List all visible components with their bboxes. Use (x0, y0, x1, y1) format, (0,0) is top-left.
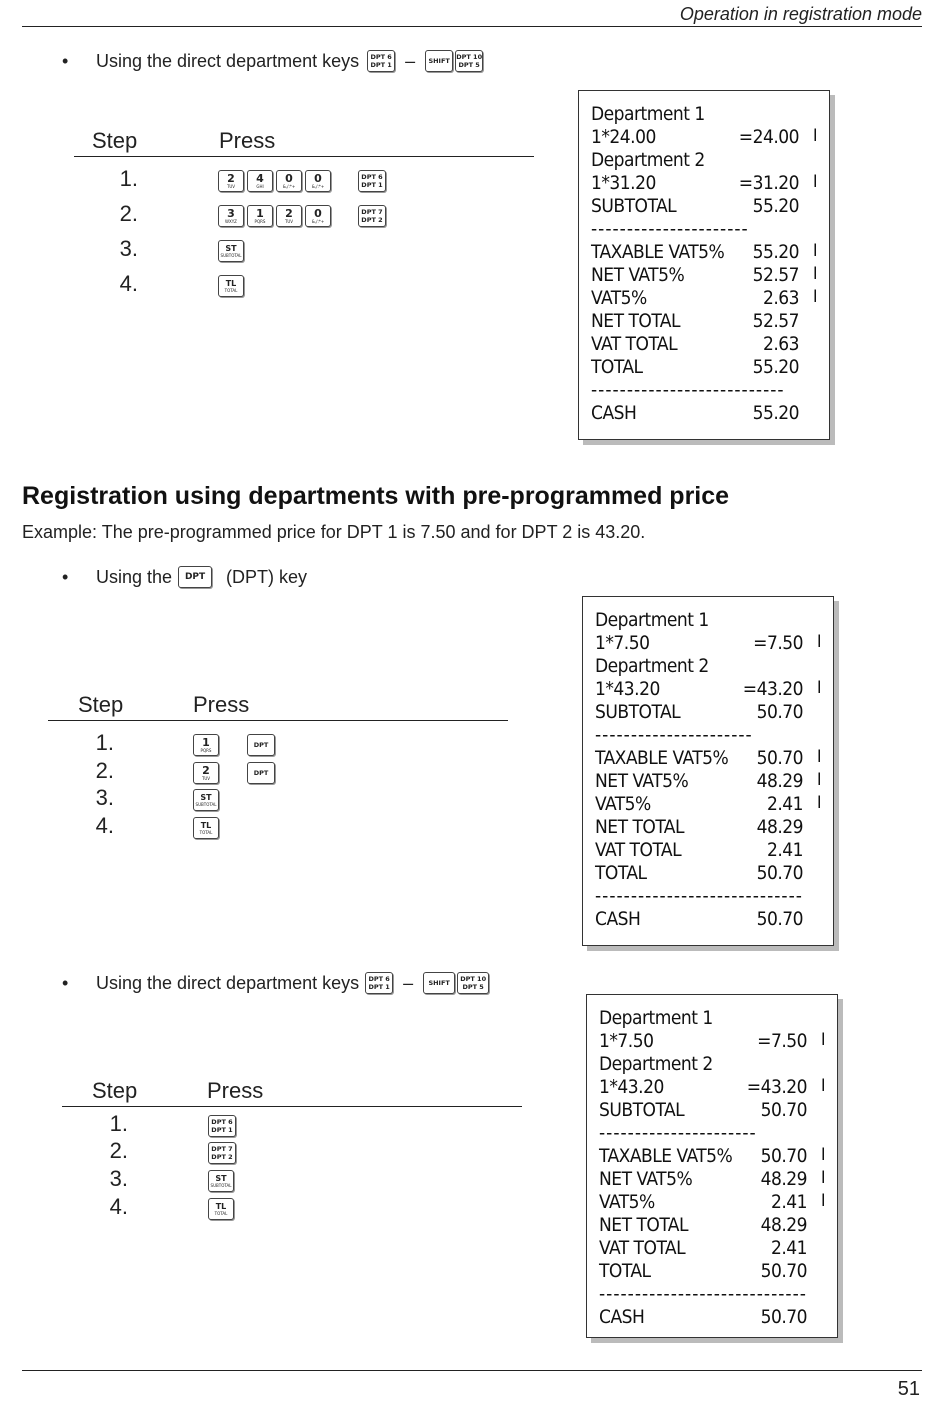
step-3-keys (218, 240, 244, 262)
range-dash: – (403, 972, 414, 993)
receipt-line-label: Department 2 (595, 655, 709, 677)
receipt-line-label: ---------------------- (591, 218, 749, 240)
receipt-line-label: VAT5% (599, 1191, 655, 1213)
receipt-line (595, 655, 821, 678)
key-dpt10-dpt5: DPT 10 DPT 5 (455, 50, 483, 72)
receipt-tax-flag: I (820, 1030, 825, 1050)
receipt-line (595, 632, 821, 655)
receipt-line (595, 862, 821, 885)
key-shift: SHIFT (423, 972, 455, 994)
example3-step-table (62, 1078, 522, 1107)
receipt-line-label: Department 1 (591, 103, 705, 125)
bullet-text: Using the direct department keys (96, 972, 360, 993)
receipt-line-label: VAT TOTAL (591, 333, 678, 355)
receipt-line (599, 1283, 825, 1306)
receipt-line (591, 379, 817, 402)
receipt-line-label: CASH (599, 1306, 645, 1328)
receipt-line-amount: 50.70 (760, 1099, 807, 1121)
receipt-line-label: ----------------------------- (599, 1283, 807, 1305)
receipt-line-label: NET TOTAL (591, 310, 681, 332)
receipt-line-amount: 2.41 (770, 1191, 807, 1213)
receipt-line-label: TAXABLE VAT5% (595, 747, 729, 769)
receipt-line-label: VAT5% (595, 793, 651, 815)
receipt-line-label: CASH (595, 908, 641, 930)
receipt-example-3 (586, 994, 838, 1338)
key-2: 2 TUV (218, 170, 244, 192)
step-number: 2. (95, 758, 114, 783)
bullet-icon: • (62, 972, 69, 993)
bullet-text: Using the direct department keys (96, 50, 360, 71)
press-header: Press (219, 128, 276, 153)
key-dpt: DPT (247, 734, 275, 756)
receipt-tax-flag: I (820, 1076, 825, 1096)
receipt-line-label: TOTAL (599, 1260, 651, 1282)
receipt-line (591, 287, 817, 310)
receipt-line-label: VAT TOTAL (595, 839, 682, 861)
key-shift: SHIFT (425, 50, 453, 72)
receipt-line-amount: 50.70 (756, 908, 803, 930)
receipt-line (595, 747, 821, 770)
receipt-line (591, 356, 817, 379)
receipt-line (591, 172, 817, 195)
receipt-line (595, 609, 821, 632)
step-number: 3. (95, 785, 114, 810)
receipt-line (595, 885, 821, 908)
step-number: 3. (109, 1166, 128, 1191)
receipt-line (591, 310, 817, 333)
step-number: 4. (109, 1194, 128, 1219)
receipt-line (595, 724, 821, 747)
table-rule (62, 1106, 522, 1107)
press-header: Press (207, 1078, 264, 1103)
key-2: 2 TUV (193, 762, 219, 784)
receipt-line (591, 218, 817, 241)
receipt-line-label: ---------------------- (599, 1122, 757, 1144)
receipt-line-label: Department 1 (595, 609, 709, 631)
receipt-line-label: SUBTOTAL (595, 701, 681, 723)
receipt-line (599, 1145, 825, 1168)
receipt-line-label: Department 2 (599, 1053, 713, 1075)
step-1-keys (193, 734, 275, 756)
receipt-line-amount: =43.20 (742, 678, 803, 700)
receipt-line (595, 770, 821, 793)
receipt-line-amount: 50.70 (760, 1306, 807, 1328)
receipt-tax-flag: I (816, 632, 821, 652)
receipt-line (595, 839, 821, 862)
receipt-tax-flag: I (812, 287, 817, 307)
receipt-line-amount: 55.20 (752, 241, 799, 263)
receipt-line (599, 1237, 825, 1260)
key-2: 2 TUV (276, 205, 302, 227)
bullet-icon: • (62, 566, 69, 587)
step-number: 4. (119, 271, 138, 296)
key-1: 1 PQRS (247, 205, 273, 227)
key-0: 0 &,/:*+ (305, 170, 331, 192)
receipt-line (599, 1030, 825, 1053)
receipt-line-label: VAT5% (591, 287, 647, 309)
receipt-line-label: CASH (591, 402, 637, 424)
receipt-line-label: Department 2 (591, 149, 705, 171)
receipt-line-label: ---------------------- (595, 724, 753, 746)
receipt-line-label: NET TOTAL (595, 816, 685, 838)
receipt-line (599, 1007, 825, 1030)
range-dash: – (405, 50, 416, 71)
receipt-tax-flag: I (816, 770, 821, 790)
key-4: 4 GHI (247, 170, 273, 192)
receipt-line-amount: 2.63 (762, 287, 799, 309)
receipt-line-label: Department 1 (599, 1007, 713, 1029)
receipt-line-label: SUBTOTAL (599, 1099, 685, 1121)
receipt-line (599, 1122, 825, 1145)
step-number: 1. (95, 730, 114, 755)
receipt-line-amount: =24.00 (738, 126, 799, 148)
key-subtotal: ST SUBTOTAL (193, 789, 219, 811)
receipt-tax-flag: I (816, 747, 821, 767)
receipt-line (595, 793, 821, 816)
receipt-line-label: 1*7.50 (599, 1030, 654, 1052)
receipt-line-amount: =7.50 (753, 632, 803, 654)
key-dpt6-dpt1: DPT 6 DPT 1 (358, 170, 386, 192)
receipt-line-label: VAT TOTAL (599, 1237, 686, 1259)
receipt-line-amount: 52.57 (752, 310, 799, 332)
receipt-line-amount: 55.20 (752, 356, 799, 378)
receipt-tax-flag: I (812, 172, 817, 192)
table-rule (48, 720, 508, 721)
receipt-example-2 (582, 596, 834, 946)
receipt-line-amount: 50.70 (760, 1260, 807, 1282)
receipt-line-amount: 50.70 (760, 1145, 807, 1167)
page-header-title: Operation in registration mode (679, 4, 922, 24)
key-dpt6-dpt1: DPT 6 DPT 1 (365, 972, 393, 994)
receipt-line-label: 1*24.00 (591, 126, 656, 148)
step-2-keys (218, 205, 386, 227)
receipt-line (591, 402, 817, 425)
step-3-keys (193, 789, 219, 811)
example2-bullet (22, 566, 307, 588)
receipt-line-amount: 50.70 (756, 862, 803, 884)
press-header: Press (193, 692, 250, 717)
receipt-tax-flag: I (820, 1191, 825, 1211)
receipt-example-1 (578, 90, 830, 440)
receipt-line-amount: 2.63 (762, 333, 799, 355)
key-0: 0 &,/:*+ (305, 205, 331, 227)
receipt-line-amount: =7.50 (757, 1030, 807, 1052)
receipt-line (599, 1076, 825, 1099)
receipt-line-amount: 50.70 (756, 701, 803, 723)
example2-step-table (48, 692, 508, 721)
key-dpt6-dpt1: DPT 6 DPT 1 (208, 1115, 236, 1137)
key-dpt10-dpt5: DPT 10 DPT 5 (457, 972, 489, 994)
step-header: Step (78, 692, 124, 717)
receipt-tax-flag: I (820, 1145, 825, 1165)
footer-divider (22, 1370, 922, 1371)
step-number: 4. (95, 813, 114, 838)
receipt-line (595, 701, 821, 724)
receipt-line (599, 1260, 825, 1283)
key-dpt: DPT (178, 566, 212, 588)
receipt-tax-flag: I (820, 1168, 825, 1188)
receipt-tax-flag: I (812, 264, 817, 284)
receipt-line (599, 1099, 825, 1122)
receipt-line (591, 195, 817, 218)
key-subtotal: ST SUBTOTAL (218, 240, 244, 262)
step-header: Step (92, 1078, 138, 1103)
key-0: 0 &,/:*+ (276, 170, 302, 192)
key-subtotal: ST SUBTOTAL (208, 1170, 234, 1192)
receipt-line-label: TAXABLE VAT5% (591, 241, 725, 263)
receipt-line-amount: 50.70 (756, 747, 803, 769)
key-dpt7-dpt2: DPT 7 DPT 2 (358, 205, 386, 227)
step-number: 1. (109, 1111, 128, 1136)
receipt-line (595, 816, 821, 839)
receipt-line (599, 1168, 825, 1191)
receipt-line-amount: 48.29 (760, 1168, 807, 1190)
step-2-keys (208, 1142, 236, 1164)
receipt-line-label: --------------------------- (591, 379, 785, 401)
receipt-line-label: NET TOTAL (599, 1214, 689, 1236)
receipt-line-label: 1*43.20 (599, 1076, 664, 1098)
table-rule (74, 156, 534, 157)
receipt-line (591, 103, 817, 126)
bullet-text-suffix: (DPT) key (226, 566, 308, 587)
step-number: 1. (119, 166, 138, 191)
example-text: Example: The pre-programmed price for DPT 1 is 7.50 and for DPT 2 is 43.20. (22, 522, 646, 542)
step-4-keys (218, 275, 244, 297)
key-dpt: DPT (247, 762, 275, 784)
receipt-tax-flag: I (816, 793, 821, 813)
receipt-line-amount: 48.29 (756, 816, 803, 838)
receipt-line (595, 908, 821, 931)
receipt-line-label: ----------------------------- (595, 885, 803, 907)
key-1: 1 PQRS (193, 734, 219, 756)
step-1-keys (218, 170, 386, 192)
receipt-line-amount: 2.41 (766, 793, 803, 815)
receipt-line (599, 1306, 825, 1329)
receipt-line (595, 678, 821, 701)
step-4-keys (193, 817, 219, 839)
receipt-line-label: SUBTOTAL (591, 195, 677, 217)
receipt-line (591, 264, 817, 287)
receipt-line (591, 126, 817, 149)
receipt-line-amount: 2.41 (770, 1237, 807, 1259)
step-3-keys (208, 1170, 234, 1192)
receipt-line-amount: 2.41 (766, 839, 803, 861)
receipt-line-label: 1*43.20 (595, 678, 660, 700)
receipt-line-amount: =43.20 (746, 1076, 807, 1098)
section-title: Registration using departments with pre-programmed price (22, 482, 730, 510)
receipt-line (591, 149, 817, 172)
example1-step-table (74, 128, 534, 157)
receipt-line-amount: 55.20 (752, 402, 799, 424)
receipt-line (599, 1191, 825, 1214)
step-number: 3. (119, 236, 138, 261)
receipt-tax-flag: I (816, 678, 821, 698)
key-dpt6-dpt1: DPT 6 DPT 1 (367, 50, 395, 72)
key-total: TL TOTAL (218, 275, 244, 297)
receipt-line-label: 1*7.50 (595, 632, 650, 654)
receipt-line-amount: 48.29 (756, 770, 803, 792)
page-number: 51 (897, 1378, 920, 1400)
receipt-line-amount: 55.20 (752, 195, 799, 217)
bullet-text: Using the (96, 566, 173, 587)
header-divider (22, 26, 922, 27)
example1-bullet (22, 50, 483, 72)
step-number: 2. (119, 201, 138, 226)
receipt-line (591, 241, 817, 264)
receipt-line-label: NET VAT5% (599, 1168, 693, 1190)
receipt-line-label: NET VAT5% (591, 264, 685, 286)
key-total: TL TOTAL (208, 1198, 234, 1220)
receipt-line (599, 1214, 825, 1237)
bullet-icon: • (62, 50, 69, 71)
receipt-line-label: TOTAL (595, 862, 647, 884)
step-number: 2. (109, 1138, 128, 1163)
receipt-tax-flag: I (812, 126, 817, 146)
receipt-line-amount: =31.20 (738, 172, 799, 194)
step-2-keys (193, 762, 275, 784)
key-dpt7-dpt2: DPT 7 DPT 2 (208, 1142, 236, 1164)
step-1-keys (208, 1115, 236, 1137)
example3-bullet (22, 972, 489, 994)
key-total: TL TOTAL (193, 817, 219, 839)
receipt-line-amount: 52.57 (752, 264, 799, 286)
receipt-line (591, 333, 817, 356)
receipt-line-label: TAXABLE VAT5% (599, 1145, 733, 1167)
receipt-line-label: NET VAT5% (595, 770, 689, 792)
key-3: 3 WXYZ (218, 205, 244, 227)
receipt-line-label: 1*31.20 (591, 172, 656, 194)
step-header: Step (92, 128, 138, 153)
step-4-keys (208, 1198, 234, 1220)
receipt-line (599, 1053, 825, 1076)
receipt-line-amount: 48.29 (760, 1214, 807, 1236)
receipt-tax-flag: I (812, 241, 817, 261)
receipt-line-label: TOTAL (591, 356, 643, 378)
